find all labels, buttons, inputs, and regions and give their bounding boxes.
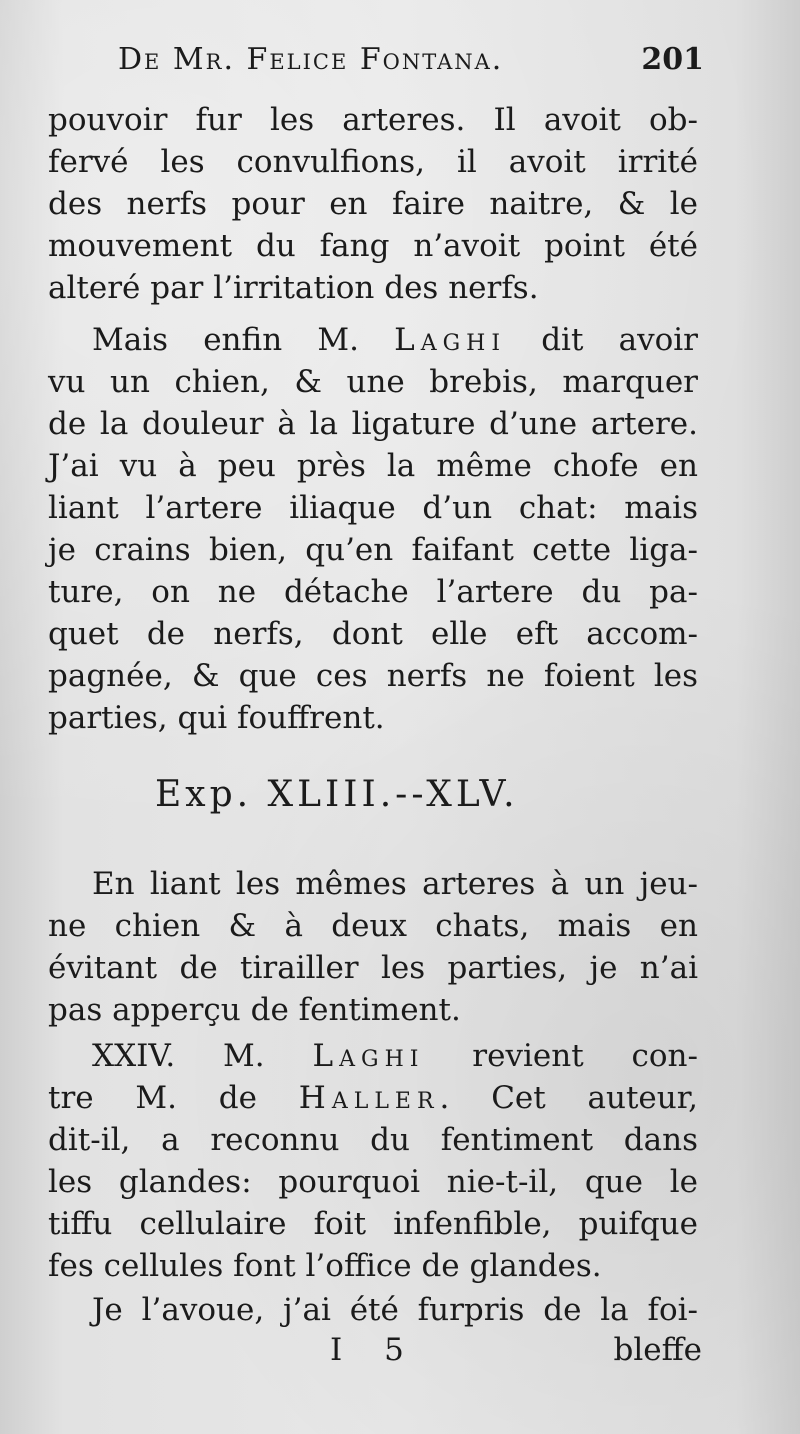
running-head — [118, 42, 704, 92]
text-line: J’ai vu à peu près la même chofe en — [48, 448, 698, 484]
text-line: ture, on ne détache l’artere du pa- — [48, 574, 698, 610]
text-line: fervé les convulfions, il avoit irrité — [48, 144, 698, 180]
section-heading: Exp. XLIII.--XLV. — [155, 774, 519, 815]
text-line: fes cellules font l’office de glandes. — [48, 1248, 602, 1284]
text-line: les glandes: pourquoi nie-t-il, que le — [48, 1164, 698, 1200]
text-fragment: tre M. de — [48, 1080, 299, 1116]
signature-mark: I 5 — [330, 1332, 420, 1368]
text-fragment: dit avoir — [506, 322, 698, 358]
text-line: tiffu cellulaire foit infenfible, puifque — [48, 1206, 698, 1242]
text-fragment: XXIV. M. — [92, 1038, 313, 1074]
text-line: je crains bien, qu’en faifant cette liga- — [48, 532, 698, 568]
text-line: dit-il, a reconnu du fentiment dans — [48, 1122, 698, 1158]
text-line — [92, 320, 698, 360]
author-name: Laghi — [312, 1038, 425, 1074]
text-line: En liant les mêmes arteres à un jeu- — [92, 866, 698, 902]
catchword: bleffe — [613, 1332, 702, 1368]
text-line: Je l’avoue, j’ai été furpris de la foi- — [92, 1292, 698, 1328]
text-line: liant l’artere iliaque d’un chat: mais — [48, 490, 698, 526]
text-line: pouvoir fur les arteres. Il avoit ob- — [48, 102, 698, 138]
author-name: Haller — [298, 1080, 440, 1116]
text-line: quet de nerfs, dont elle eft accom- — [48, 616, 698, 652]
text-line: alteré par l’irritation des nerfs. — [48, 270, 539, 306]
author-name: Laghi — [394, 322, 507, 358]
text-line: évitant de tirailler les parties, je n’ai — [48, 950, 698, 986]
page-number: 201 — [641, 42, 704, 77]
text-line: parties, qui fouffrent. — [48, 700, 385, 736]
text-line: des nerfs pour en faire naitre, & le — [48, 186, 698, 222]
text-line: pas apperçu de fentiment. — [48, 992, 461, 1028]
text-line: pagnée, & que ces nerfs ne foient les — [48, 658, 698, 694]
text-fragment: revient con- — [424, 1038, 698, 1074]
text-fragment: Mais enfin M. — [92, 322, 395, 358]
text-line: vu un chien, & une brebis, marquer — [48, 364, 698, 400]
text-line: de la douleur à la ligature d’une artere. — [48, 406, 698, 442]
text-line: mouvement du fang n’avoit point été — [48, 228, 698, 264]
text-line: ne chien & à deux chats, mais en — [48, 908, 698, 944]
text-line — [48, 1078, 698, 1118]
text-line — [92, 1036, 698, 1076]
text-fragment: . Cet auteur, — [439, 1080, 698, 1116]
running-title: De Mr. Felice Fontana. — [118, 42, 504, 77]
